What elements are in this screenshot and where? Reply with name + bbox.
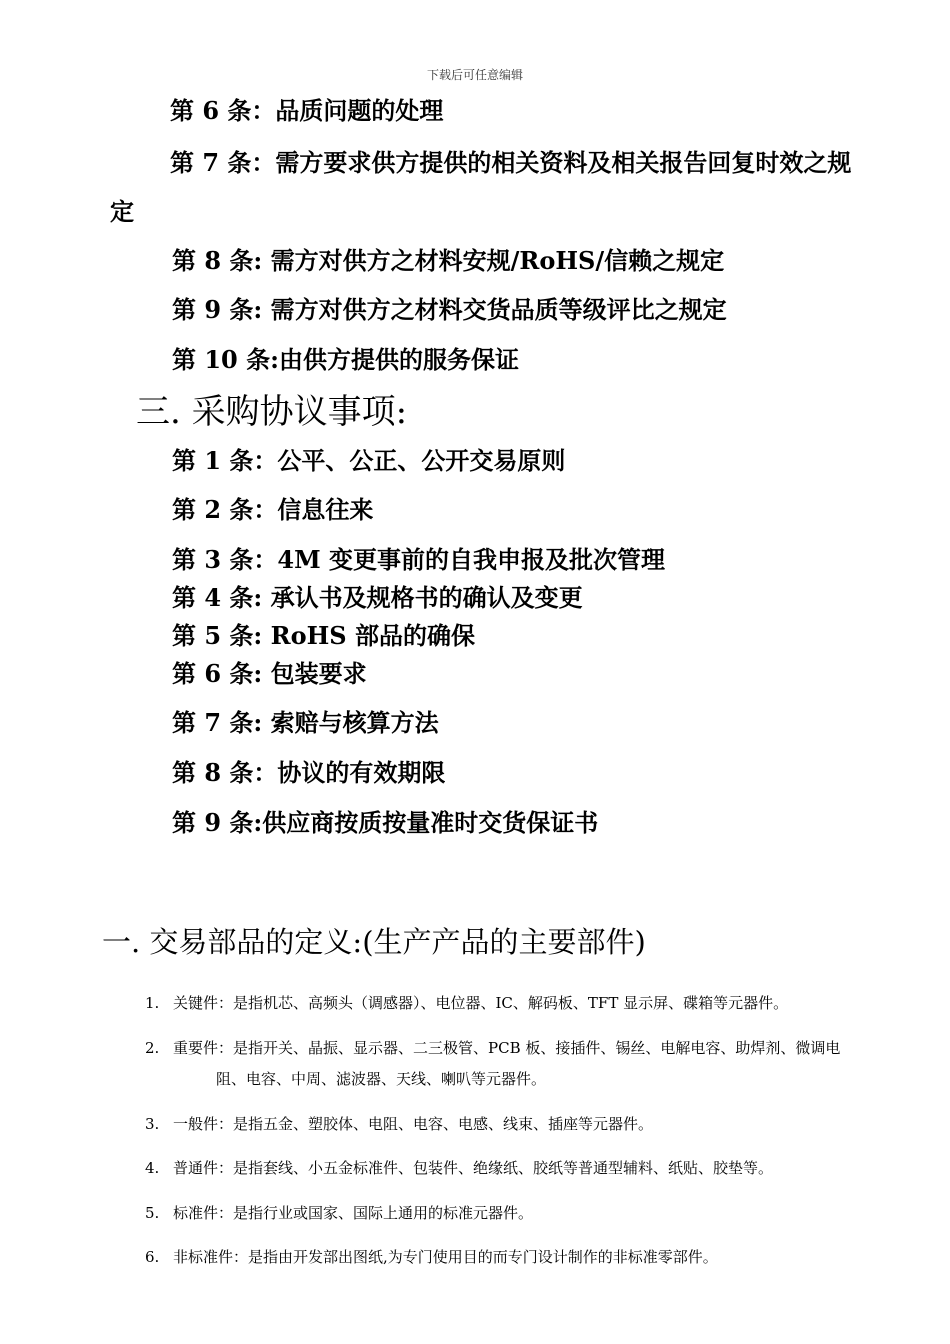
page-header: 下载后可任意编辑 [426, 68, 523, 82]
article-line: 第 4 条: 承认书及规格书的确认及变更 [172, 583, 583, 612]
article-line: 第 8 条: 需方对供方之材料安规/RoHS/信赖之规定 [172, 246, 725, 275]
section-heading: 三. 采购协议事项: [136, 392, 408, 432]
item-number: 6. [145, 1248, 160, 1266]
article-line: 第 8 条：协议的有效期限 [172, 758, 446, 787]
item-text-continuation: 阻、电容、中周、滤波器、天线、喇叭等元器件。 [216, 1070, 547, 1088]
item-number: 3. [145, 1115, 160, 1133]
article-line: 第 10 条:由供方提供的服务保证 [172, 345, 519, 374]
article-line: 第 9 条:供应商按质按量准时交货保证书 [172, 808, 599, 837]
item-number: 2. [145, 1039, 160, 1057]
article-line: 第 5 条: RoHS 部品的确保 [172, 621, 475, 650]
item-number: 1. [145, 994, 160, 1012]
item-text: 非标准件：是指由开发部出图纸,为专门使用目的而专门设计制作的非标准零部件。 [173, 1248, 718, 1266]
item-text: 普通件：是指套线、小五金标准件、包装件、绝缘纸、胶纸等普通型辅料、纸贴、胶垫等。 [173, 1159, 774, 1177]
item-number: 4. [145, 1159, 160, 1177]
item-text: 标准件：是指行业或国家、国际上通用的标准元器件。 [173, 1204, 534, 1222]
item-number: 5. [145, 1204, 160, 1222]
article-line: 第 7 条: 索赔与核算方法 [172, 708, 439, 737]
section-heading: 一. 交易部品的定义:(生产产品的主要部件) [102, 925, 646, 959]
article-line: 第 7 条：需方要求供方提供的相关资料及相关报告回复时效之规 [170, 148, 852, 177]
item-text: 一般件：是指五金、塑胶体、电阻、电容、电感、线束、插座等元器件。 [173, 1115, 654, 1133]
item-text: 关键件：是指机芯、高频头（调感器）、电位器、IC、解码板、TFT 显示屏、碟箱等元器件。 [173, 994, 789, 1012]
article-line: 第 9 条: 需方对供方之材料交货品质等级评比之规定 [172, 295, 727, 324]
article-line: 第 6 条: 包装要求 [172, 659, 367, 688]
article-line: 第 1 条：公平、公正、公开交易原则 [172, 446, 566, 475]
article-line: 第 2 条：信息往来 [172, 495, 374, 524]
item-text: 重要件：是指开关、晶振、显示器、二三极管、PCB 板、接插件、锡丝、电解电容、助焊剂、微调电 [173, 1039, 841, 1057]
article-line-continuation: 定 [110, 197, 134, 226]
article-line: 第 6 条：品质问题的处理 [170, 96, 444, 125]
article-line: 第 3 条：4M 变更事前的自我申报及批次管理 [172, 545, 666, 574]
